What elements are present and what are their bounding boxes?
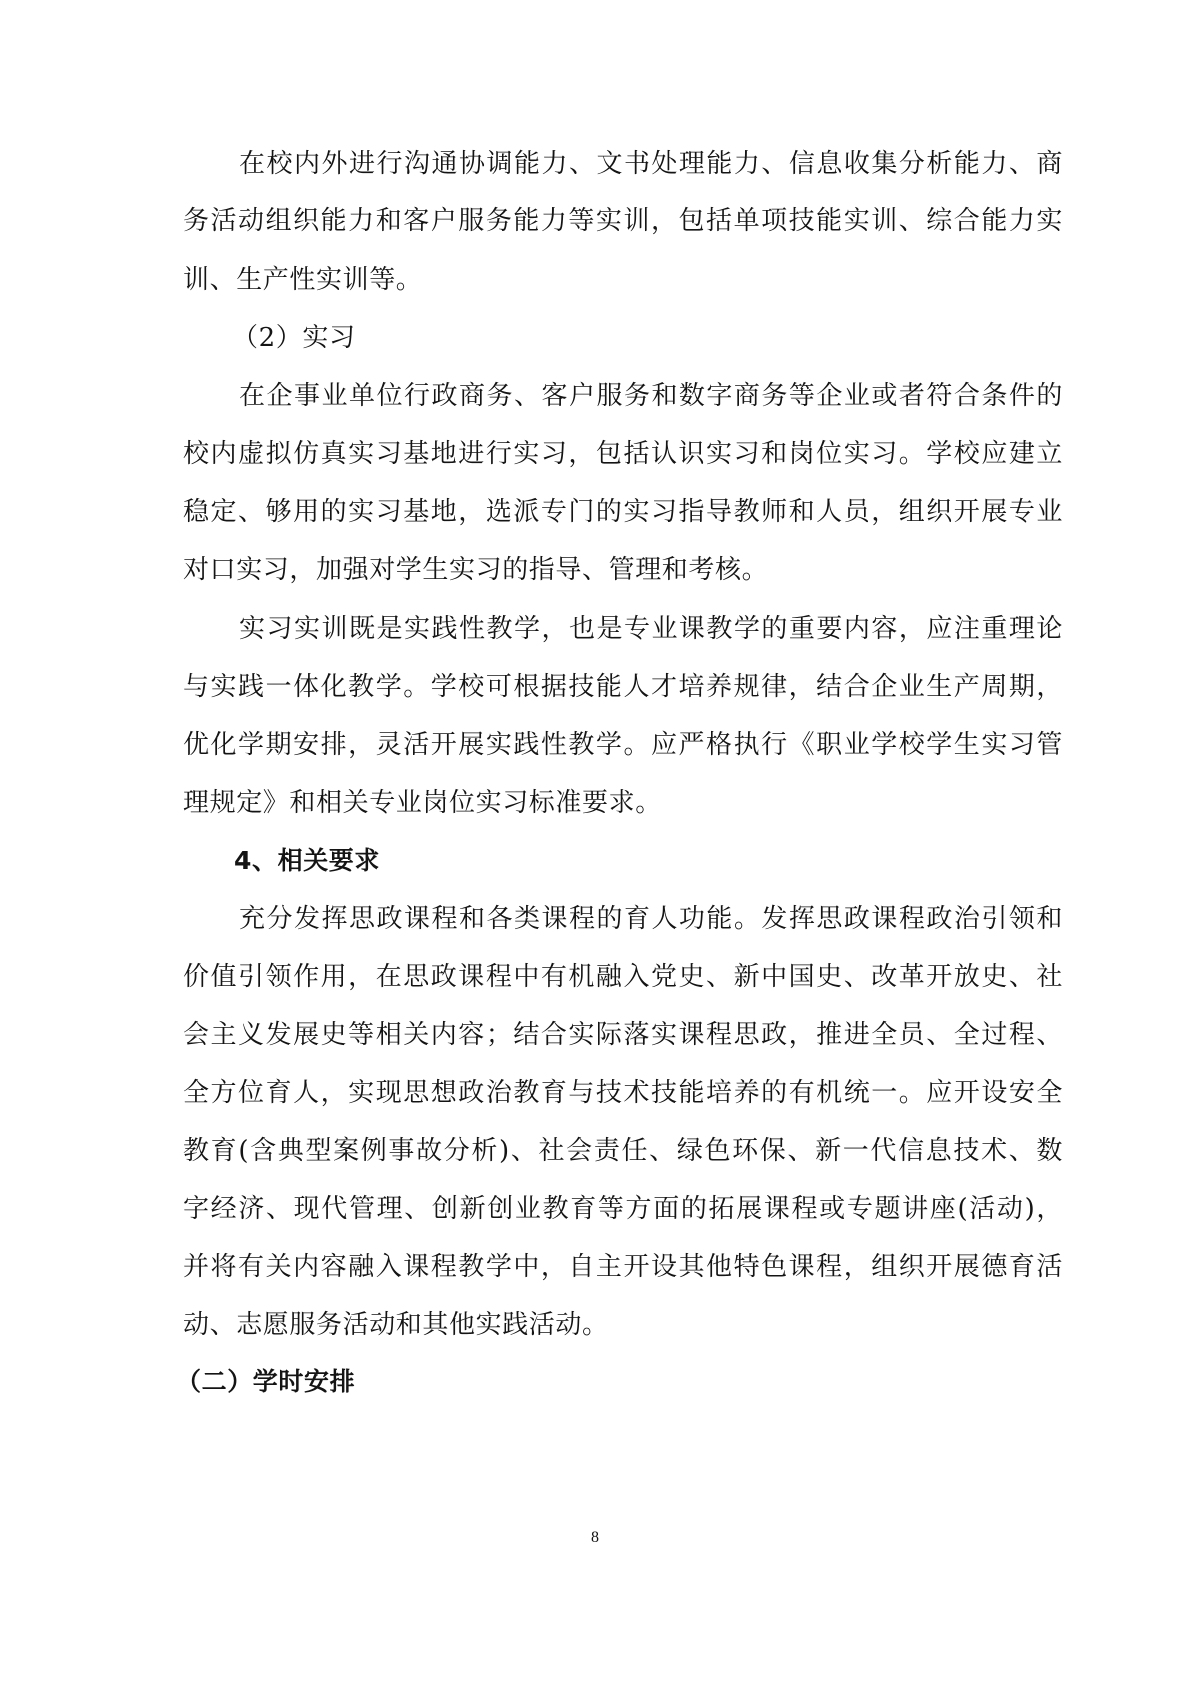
paragraph-line: 务活动组织能力和客户服务能力等实训，包括单项技能实训、综合能力实 <box>183 206 1063 236</box>
paragraph-line: 全方位育人，实现思想政治教育与技术技能培养的有机统一。应开设安全 <box>183 1078 1063 1108</box>
paragraph-line: 理规定》和相关专业岗位实习标准要求。 <box>183 788 662 818</box>
section-heading: （二）学时安排 <box>176 1367 356 1396</box>
section-subheading: （2）实习 <box>232 323 356 353</box>
paragraph-line: 对口实习，加强对学生实习的指导、管理和考核。 <box>183 555 769 585</box>
paragraph-line: 充分发挥思政课程和各类课程的育人功能。发挥思政课程政治引领和 <box>239 904 1063 934</box>
page-number: 8 <box>591 1529 599 1546</box>
paragraph-line: 与实践一体化教学。学校可根据技能人才培养规律，结合企业生产周期， <box>183 672 1063 702</box>
paragraph-line: 会主义发展史等相关内容；结合实际落实课程思政，推进全员、全过程、 <box>183 1020 1063 1050</box>
paragraph-line: 教育(含典型案例事故分析)、社会责任、绿色环保、新一代信息技术、数 <box>183 1136 1063 1166</box>
paragraph-line: 训、生产性实训等。 <box>183 265 423 295</box>
paragraph-line: 在校内外进行沟通协调能力、文书处理能力、信息收集分析能力、商 <box>239 149 1063 179</box>
paragraph-line: 并将有关内容融入课程教学中，自主开设其他特色课程，组织开展德育活 <box>183 1252 1063 1282</box>
paragraph-line: 优化学期安排，灵活开展实践性教学。应严格执行《职业学校学生实习管 <box>183 730 1063 760</box>
paragraph-line: 价值引领作用，在思政课程中有机融入党史、新中国史、改革开放史、社 <box>183 962 1063 992</box>
paragraph-line: 动、志愿服务活动和其他实践活动。 <box>183 1310 609 1340</box>
paragraph-line: 字经济、现代管理、创新创业教育等方面的拓展课程或专题讲座(活动)， <box>183 1194 1063 1224</box>
paragraph-line: 在企事业单位行政商务、客户服务和数字商务等企业或者符合条件的 <box>239 381 1063 411</box>
section-heading: 4、相关要求 <box>234 846 380 875</box>
paragraph-line: 校内虚拟仿真实习基地进行实习，包括认识实习和岗位实习。学校应建立 <box>183 439 1063 469</box>
paragraph-line: 稳定、够用的实习基地，选派专门的实习指导教师和人员，组织开展专业 <box>183 497 1063 527</box>
paragraph-line: 实习实训既是实践性教学，也是专业课教学的重要内容，应注重理论 <box>239 614 1063 644</box>
